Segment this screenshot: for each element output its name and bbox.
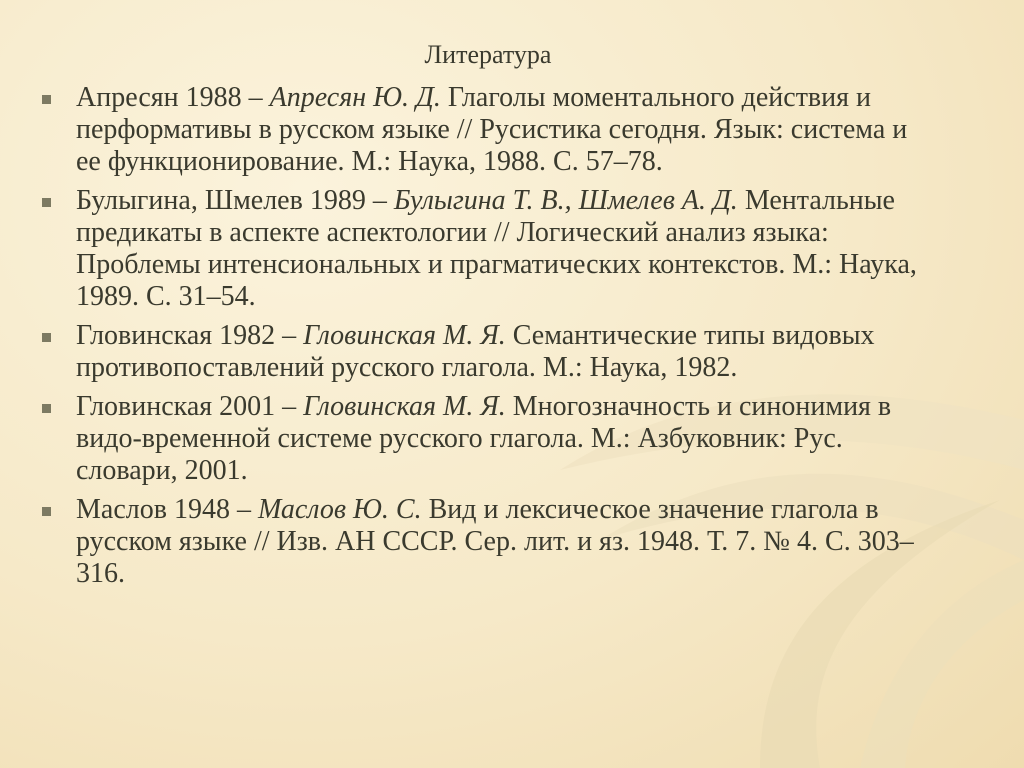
- reference-item: [38, 391, 938, 487]
- square-bullet-icon: [42, 404, 51, 413]
- reference-item: [38, 82, 938, 178]
- reference-text: Ментальные предикаты в аспекте аспектологии // Логический анализ языка: Проблемы интенсиональных и прагматических контекстов. М.: Наука, 1989. С. 31–54.: [76, 185, 917, 312]
- reference-authors: Гловинская М. Я.: [303, 391, 506, 422]
- reference-list: [38, 82, 938, 597]
- reference-lead: Гловинская 1982 –: [76, 320, 304, 351]
- reference-authors: Булыгина Т. В., Шмелев А. Д.: [393, 185, 738, 216]
- reference-text: Многозначность и синонимия в видо-временной системе русского глагола. М.: Азбуковник: Рус. словари, 2001.: [76, 391, 892, 486]
- reference-lead: Маслов 1948 –: [76, 494, 258, 525]
- reference-authors: Маслов Ю. С.: [257, 494, 422, 525]
- reference-item: [38, 320, 938, 384]
- slide-title: Литература: [424, 40, 552, 69]
- reference-lead: Гловинская 2001 –: [76, 391, 304, 422]
- reference-authors: Апресян Ю. Д.: [269, 82, 441, 113]
- square-bullet-icon: [42, 198, 51, 207]
- reference-text: Вид и лексическое значение глагола в русском языке // Изв. АН СССР. Сер. лит. и яз. 1948. Т. 7. № 4. С. 303–316.: [76, 494, 914, 589]
- reference-lead: Апресян 1988 –: [76, 82, 270, 113]
- reference-item: [38, 185, 938, 313]
- square-bullet-icon: [42, 95, 51, 104]
- reference-item: [38, 494, 938, 590]
- reference-authors: Гловинская М. Я.: [303, 320, 506, 351]
- reference-text: Глаголы моментального действия и перформативы в русском языке // Русистика сегодня. Язык: система и ее функционирование. М.: Наука, 1988. С. 57–78.: [76, 82, 908, 177]
- square-bullet-icon: [42, 507, 51, 516]
- reference-lead: Булыгина, Шмелев 1989 –: [76, 185, 394, 216]
- reference-text: Семантические типы видовых противопоставлений русского глагола. М.: Наука, 1982.: [76, 320, 875, 383]
- square-bullet-icon: [42, 333, 51, 342]
